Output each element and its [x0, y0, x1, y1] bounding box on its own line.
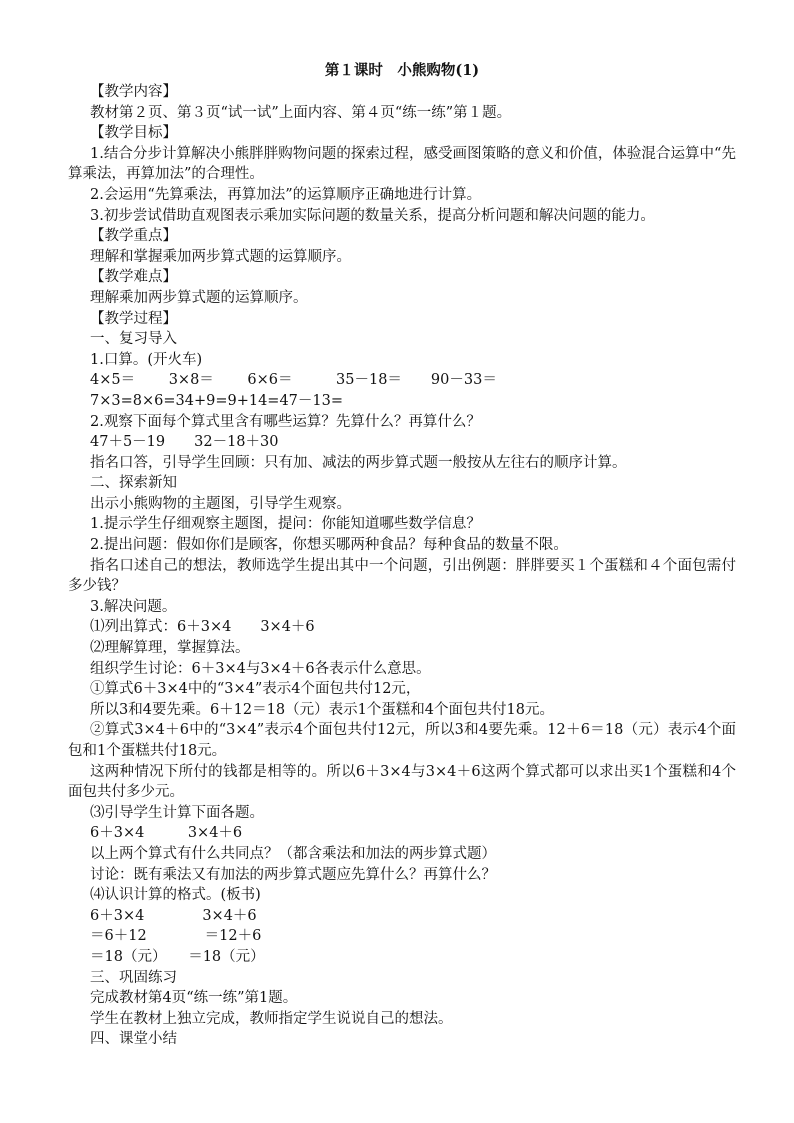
step1: 1.提示学生仔细观察主题图，提问：你能知道哪些数学信息？	[90, 516, 481, 533]
explanation-1b: 所以3和4要先乘。6＋12＝18（元）表示1个蛋糕和4个面包共付18元。	[90, 701, 554, 718]
discuss: 组织学生讨论：6＋3×4与3×4＋6各表示什么意思。	[90, 660, 431, 677]
goals-heading: 【教学目标】	[90, 125, 177, 142]
key-text: 理解和掌握乘加两步算式题的运算顺序。	[90, 248, 351, 265]
difficulty-text: 理解乘加两步算式题的运算顺序。	[90, 289, 308, 306]
observe-title: 2.观察下面每个算式里含有哪些运算？先算什么？再算什么？	[90, 413, 481, 430]
oral-calc-row: 4×5＝ 3×8＝ 6×6＝ 35－18＝ 90－33＝	[90, 372, 497, 389]
part2-title: 二、探索新知	[90, 475, 177, 492]
observe-exprs: 47＋5－19 32－18＋30	[90, 434, 279, 451]
practice-1: 完成教材第4页“练一练”第1题。	[90, 990, 298, 1007]
oral-calc-row: 7×3=8×6=34+9=9+14=47－13=	[90, 392, 343, 409]
page-title: 第１课时 小熊购物(1)	[324, 62, 480, 79]
key-heading: 【教学重点】	[90, 228, 177, 245]
lesson-plan-page	[68, 60, 736, 1050]
part1-title: 一、复习导入	[90, 331, 177, 348]
format-row: ＝18（元） ＝18（元）	[90, 948, 265, 965]
goal-item: 1.结合分步计算解决小熊胖胖购物问题的探索过程，感受画图策略的意义和价值，体验混合运算中“先算乘法，再算加法”的合理性。	[68, 145, 736, 183]
observe-answer: 指名口答，引导学生回顾：只有加、减法的两步算式题一般按从左往右的顺序计算。	[90, 454, 627, 471]
conclusion: 这两种情况下所付的钱都是相等的。所以6＋3×4与3×4＋6这两个算式都可以求出买1个蛋糕和4个面包共付多少元。	[68, 763, 736, 801]
format-row: 6＋3×4 3×4＋6	[90, 907, 257, 924]
content-heading: 【教学内容】	[90, 84, 177, 100]
explanation-2: ②算式3×4＋6中的“3×4”表示4个面包共付12元，所以3和4要先乘。12＋6＝18（元）表示4个面包和1个蛋糕共付18元。	[68, 722, 736, 759]
practice-2: 学生在教材上独立完成，教师指定学生说说自己的想法。	[90, 1010, 453, 1027]
part4-title: 四、课堂小结	[90, 1031, 177, 1048]
show-picture: 出示小熊购物的主题图，引导学生观察。	[90, 495, 351, 512]
sub3-exprs: 6＋3×4 3×4＋6	[90, 825, 243, 842]
discuss2: 讨论：既有乘法又有加法的两步算式题应先算什么？再算什么？	[90, 866, 496, 883]
sub1: ⑴列出算式：6＋3×4 3×4＋6	[90, 619, 315, 636]
step2: 2.提出问题：假如你们是顾客，你想买哪两种食品？每种食品的数量不限。	[90, 537, 568, 554]
goal-item: 2.会运用“先算乘法，再算加法”的运算顺序正确地进行计算。	[90, 186, 482, 203]
oral-calc-title: 1.口算。(开火车)	[90, 351, 203, 368]
step2-detail: 指名口述自己的想法，教师选学生提出其中一个问题，引出例题：胖胖要买１个蛋糕和４个面包需付多少钱？	[68, 557, 736, 595]
sub3: ⑶引导学生计算下面各题。	[90, 804, 264, 821]
content-text: 教材第２页、第３页“试一试”上面内容、第４页“练一练”第１题。	[90, 104, 512, 121]
common-question: 以上两个算式有什么共同点？（都含乘法和加法的两步算式题）	[90, 845, 496, 862]
format-row: ＝6＋12 ＝12＋6	[90, 928, 262, 945]
process-heading: 【教学过程】	[90, 310, 177, 327]
difficulty-heading: 【教学难点】	[90, 269, 177, 286]
sub2: ⑵理解算理，掌握算法。	[90, 640, 250, 657]
goal-item: 3.初步尝试借助直观图表示乘加实际问题的数量关系，提高分析问题和解决问题的能力。	[90, 207, 655, 224]
explanation-1a: ①算式6＋3×4中的“3×4”表示4个面包共付12元，	[90, 681, 421, 698]
step3: 3.解决问题。	[90, 598, 177, 615]
part3-title: 三、巩固练习	[90, 969, 177, 986]
sub4: ⑷认识计算的格式。(板书)	[90, 887, 261, 904]
